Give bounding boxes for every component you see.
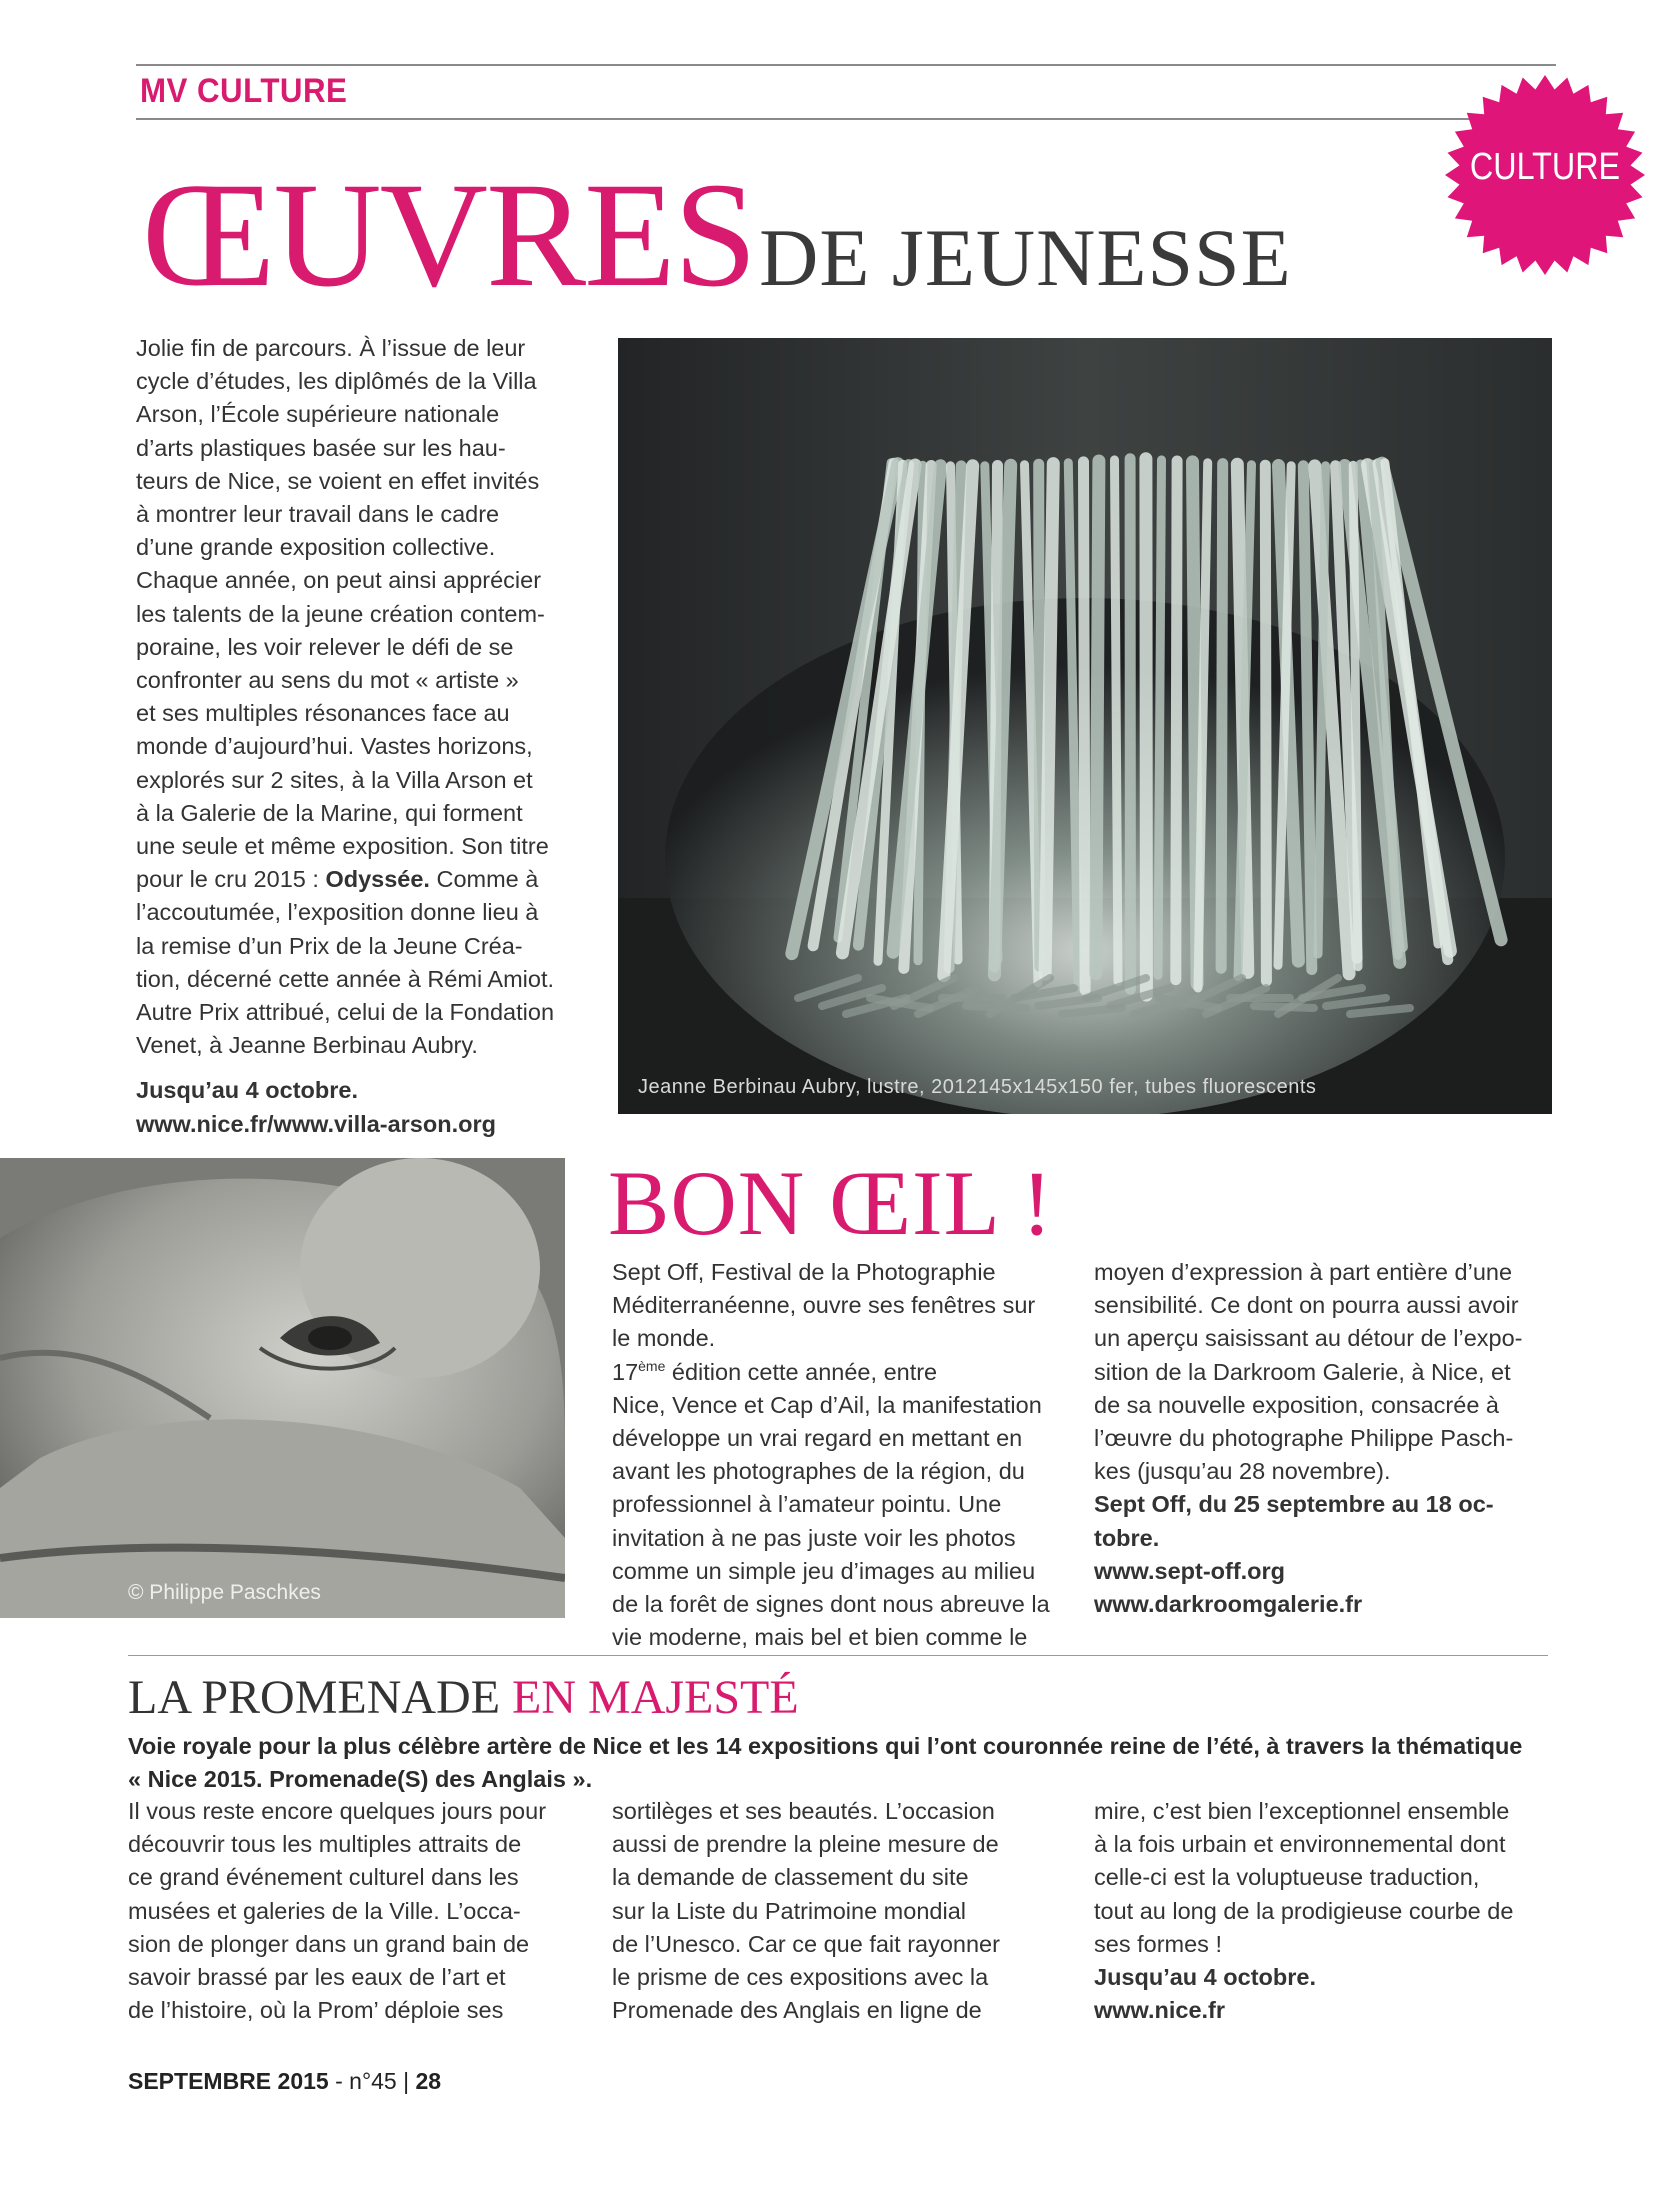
article2-body-line: de sa nouvelle exposition, consacrée à (1094, 1391, 1499, 1418)
article1-body-line: tion, décerné cette année à Rémi Amiot. (136, 965, 555, 992)
article1-body-line: à montrer leur travail dans le cadre (136, 501, 500, 528)
article1-website-link[interactable]: www.nice.fr/www.villa-arson.org (136, 1110, 496, 1137)
issue-date: SEPTEMBRE 2015 (128, 2068, 329, 2094)
article3-body-col-c (1094, 1795, 1554, 2027)
article1-body-line: poraine, les voir relever le défi de se (136, 633, 514, 660)
article1-body-line: la remise d’un Prix de la Jeune Créa- (136, 932, 523, 959)
article3-title-pink: EN MAJESTÉ (512, 1671, 799, 1724)
article1-body-line: explorés sur 2 sites, à la Villa Arson et (136, 766, 533, 793)
culture-badge-label: CULTURE (1469, 146, 1621, 188)
article1-body-line: confronter au sens du mot « artiste » (136, 667, 519, 694)
article1-title-main: ŒUVRES (142, 152, 756, 318)
article3-website-link[interactable]: www.nice.fr (1094, 1997, 1226, 2024)
article1-body (136, 332, 591, 1141)
footer-separator: - (328, 2068, 350, 2094)
article3-body-line: ce grand événement culturel dans les (128, 1864, 519, 1891)
article3-body-line: mire, c’est bien l’exceptionnel ensemble (1094, 1798, 1510, 1824)
article2-body-line: de la forêt de signes dont nous abreuve la (612, 1591, 1050, 1618)
article2-body-line: kes (jusqu’au 28 novembre). (1094, 1458, 1391, 1485)
article2-body-line: un aperçu saisissant au détour de l’expo- (1094, 1325, 1523, 1352)
article3-body-line: sion de plonger dans un grand bain de (128, 1930, 530, 1957)
article3-body-line: ses formes ! (1094, 1930, 1222, 1957)
article2-body-line: Sept Off, Festival de la Photographie (612, 1259, 996, 1285)
article1-body-line: Chaque année, on peut ainsi apprécier (136, 567, 542, 594)
lustre-sculpture-image (618, 338, 1552, 1114)
header-bottom-rule (136, 118, 1556, 120)
article3-body-line: de l’histoire, où la Prom’ déploie ses (128, 1997, 504, 2024)
article2-body-line: avant les photographes de la région, du (612, 1458, 1025, 1485)
fluorescent-tube (1045, 464, 1053, 975)
fluorescent-tube (1115, 460, 1119, 981)
lustre-photo-caption: Jeanne Berbinau Aubry, lustre, 2012145x145x150 fer, tubes fluorescents (638, 1076, 1317, 1098)
article3-body-line: musées et galeries de la Ville. L’occa- (128, 1897, 521, 1924)
article1-body-line: les talents de la jeune création contem- (136, 600, 545, 627)
article2-body-line: Nice, Vence et Cap d’Ail, la manifestation (612, 1391, 1042, 1418)
section-label: MV CULTURE (140, 72, 348, 110)
article3-body-line: aussi de prendre la pleine mesure de (612, 1831, 999, 1858)
article2-body-line: Méditerranéenne, ouvre ses fenêtres sur (612, 1292, 1036, 1319)
article1-body-line: à la Galerie de la Marine, qui forment (136, 799, 523, 826)
article2-body-line: l’œuvre du photographe Philippe Pasch- (1094, 1425, 1514, 1452)
fluorescent-tube (1265, 465, 1266, 981)
fluorescent-tube (1353, 465, 1358, 966)
article2-dates: Sept Off, du 25 septembre au 18 oc- tobre. (1094, 1491, 1494, 1551)
article3-dates: Jusqu’au 4 octobre. (1094, 1964, 1316, 1991)
article1-title-sub: DE JEUNESSE (759, 212, 1292, 303)
article3-body-line: la demande de classement du site (612, 1864, 969, 1891)
fluorescent-tube (1084, 462, 1086, 990)
article2-body-line: professionnel à l’amateur pointu. Une (612, 1491, 1002, 1518)
article3-title-dark: LA PROMENADE (128, 1671, 501, 1724)
article3-top-rule (128, 1655, 1548, 1656)
article3-body-line: savoir brassé par les eaux de l’art et (128, 1964, 506, 1991)
footer-divider: | (396, 2068, 416, 2094)
article1-body-line: une seule et même exposition. Son titre (136, 833, 549, 860)
issue-number: n°45 (349, 2068, 397, 2094)
article3-body-line: Il vous reste encore quelques jours pour (128, 1798, 547, 1824)
article3-title (128, 1670, 799, 1725)
article3-body-line: Promenade des Anglais en ligne de (612, 1997, 982, 2024)
article2-body-col-b (1094, 1256, 1554, 1621)
article2-body-line: vie moderne, mais bel et bien comme le (612, 1624, 1028, 1651)
article3-body-line: le prisme de ces expositions avec la (612, 1964, 989, 1991)
article2-body-line: comme un simple jeu d’images au milieu (612, 1557, 1036, 1584)
article1-dates: Jusqu’au 4 octobre. (136, 1077, 358, 1104)
header-top-rule (136, 64, 1556, 66)
fluorescent-tube (1158, 460, 1162, 975)
article3-body-line: celle-ci est la voluptueuse traduction, (1094, 1864, 1480, 1891)
article2-body-line: le monde. (612, 1325, 716, 1352)
fluorescent-tube (1146, 459, 1147, 995)
article1-body-line: d’arts plastiques basée sur les hau- (136, 434, 506, 461)
article3-body-line: de l’Unesco. Car ce que fait rayonner (612, 1930, 1000, 1957)
article2-website-link-1[interactable]: www.sept-off.org (1094, 1557, 1286, 1584)
page-footer (128, 2068, 441, 2095)
article2-body-line: sition de la Darkroom Galerie, à Nice, et (1094, 1358, 1511, 1385)
article1-body-line: d’une grande exposition collective. (136, 534, 496, 561)
article3-body-line: sortilèges et ses beautés. L’occasion (612, 1798, 995, 1824)
article1-body-line: teurs de Nice, se voient en effet invités (136, 467, 540, 494)
article3-lead: Voie royale pour la plus célèbre artère de Nice et les 14 expositions qui l’ont couronnée reine de l’été, à travers la thématique « Nice 2015. Promenade(S) des Anglais ». (128, 1733, 1523, 1792)
article1-body-line: Jolie fin de parcours. À l’issue de leur (136, 335, 526, 361)
fluorescent-tube (1221, 464, 1223, 969)
article3-body-line: sur la Liste du Patrimoine mondial (612, 1897, 966, 1924)
eye-sculpture-image (0, 1158, 565, 1618)
article1-title (142, 152, 1292, 318)
article1-body-line: cycle d’études, les diplômés de la Villa (136, 368, 537, 395)
article1-body-line: et ses multiples résonances face au (136, 700, 510, 727)
article2-body-line: moyen d’expression à part entière d’une (1094, 1259, 1513, 1285)
article3-body-col-a (128, 1795, 578, 2027)
lustre-photo (618, 338, 1552, 1114)
article3-body-line: découvrir tous les multiples attraits de (128, 1831, 522, 1858)
fluorescent-tube (1096, 461, 1099, 974)
article3-body-col-b (612, 1795, 1062, 2027)
article3-body-line: à la fois urbain et environnemental dont (1094, 1831, 1506, 1858)
article2-body-line: 17ème édition cette année, entre (612, 1357, 938, 1385)
article1-body-line: Venet, à Jeanne Berbinau Aubry. (136, 1032, 478, 1059)
page-number: 28 (415, 2068, 442, 2094)
fluorescent-tube (1039, 464, 1040, 966)
article2-title: BON ŒIL ! (608, 1152, 1054, 1254)
article3-body-line: tout au long de la prodigieuse courbe de (1094, 1897, 1514, 1924)
article1-body-line: Autre Prix attribué, celui de la Fondation (136, 999, 555, 1026)
eye-photo-caption: © Philippe Paschkes (128, 1581, 321, 1604)
article1-body-line: l’accoutumée, l’exposition donne lieu à (136, 899, 539, 926)
eye-sculpture-photo (0, 1158, 565, 1618)
fluorescent-tube (1176, 461, 1177, 980)
article2-body-line: invitation à ne pas juste voir les photos (612, 1524, 1016, 1551)
article2-body-line: développe un vrai regard en mettant en (612, 1425, 1023, 1452)
article1-body-line: pour le cru 2015 : Odyssée. Comme à (136, 866, 539, 893)
article1-body-line: monde d’aujourd’hui. Vastes horizons, (136, 733, 533, 760)
article2-website-link-2[interactable]: www.darkroomgalerie.fr (1094, 1591, 1363, 1618)
article2-body-col-a (612, 1256, 1072, 1654)
article1-body-line: Arson, l’École supérieure nationale (136, 401, 500, 428)
article2-body-line: sensibilité. Ce dont on pourra aussi avoir (1094, 1292, 1519, 1319)
